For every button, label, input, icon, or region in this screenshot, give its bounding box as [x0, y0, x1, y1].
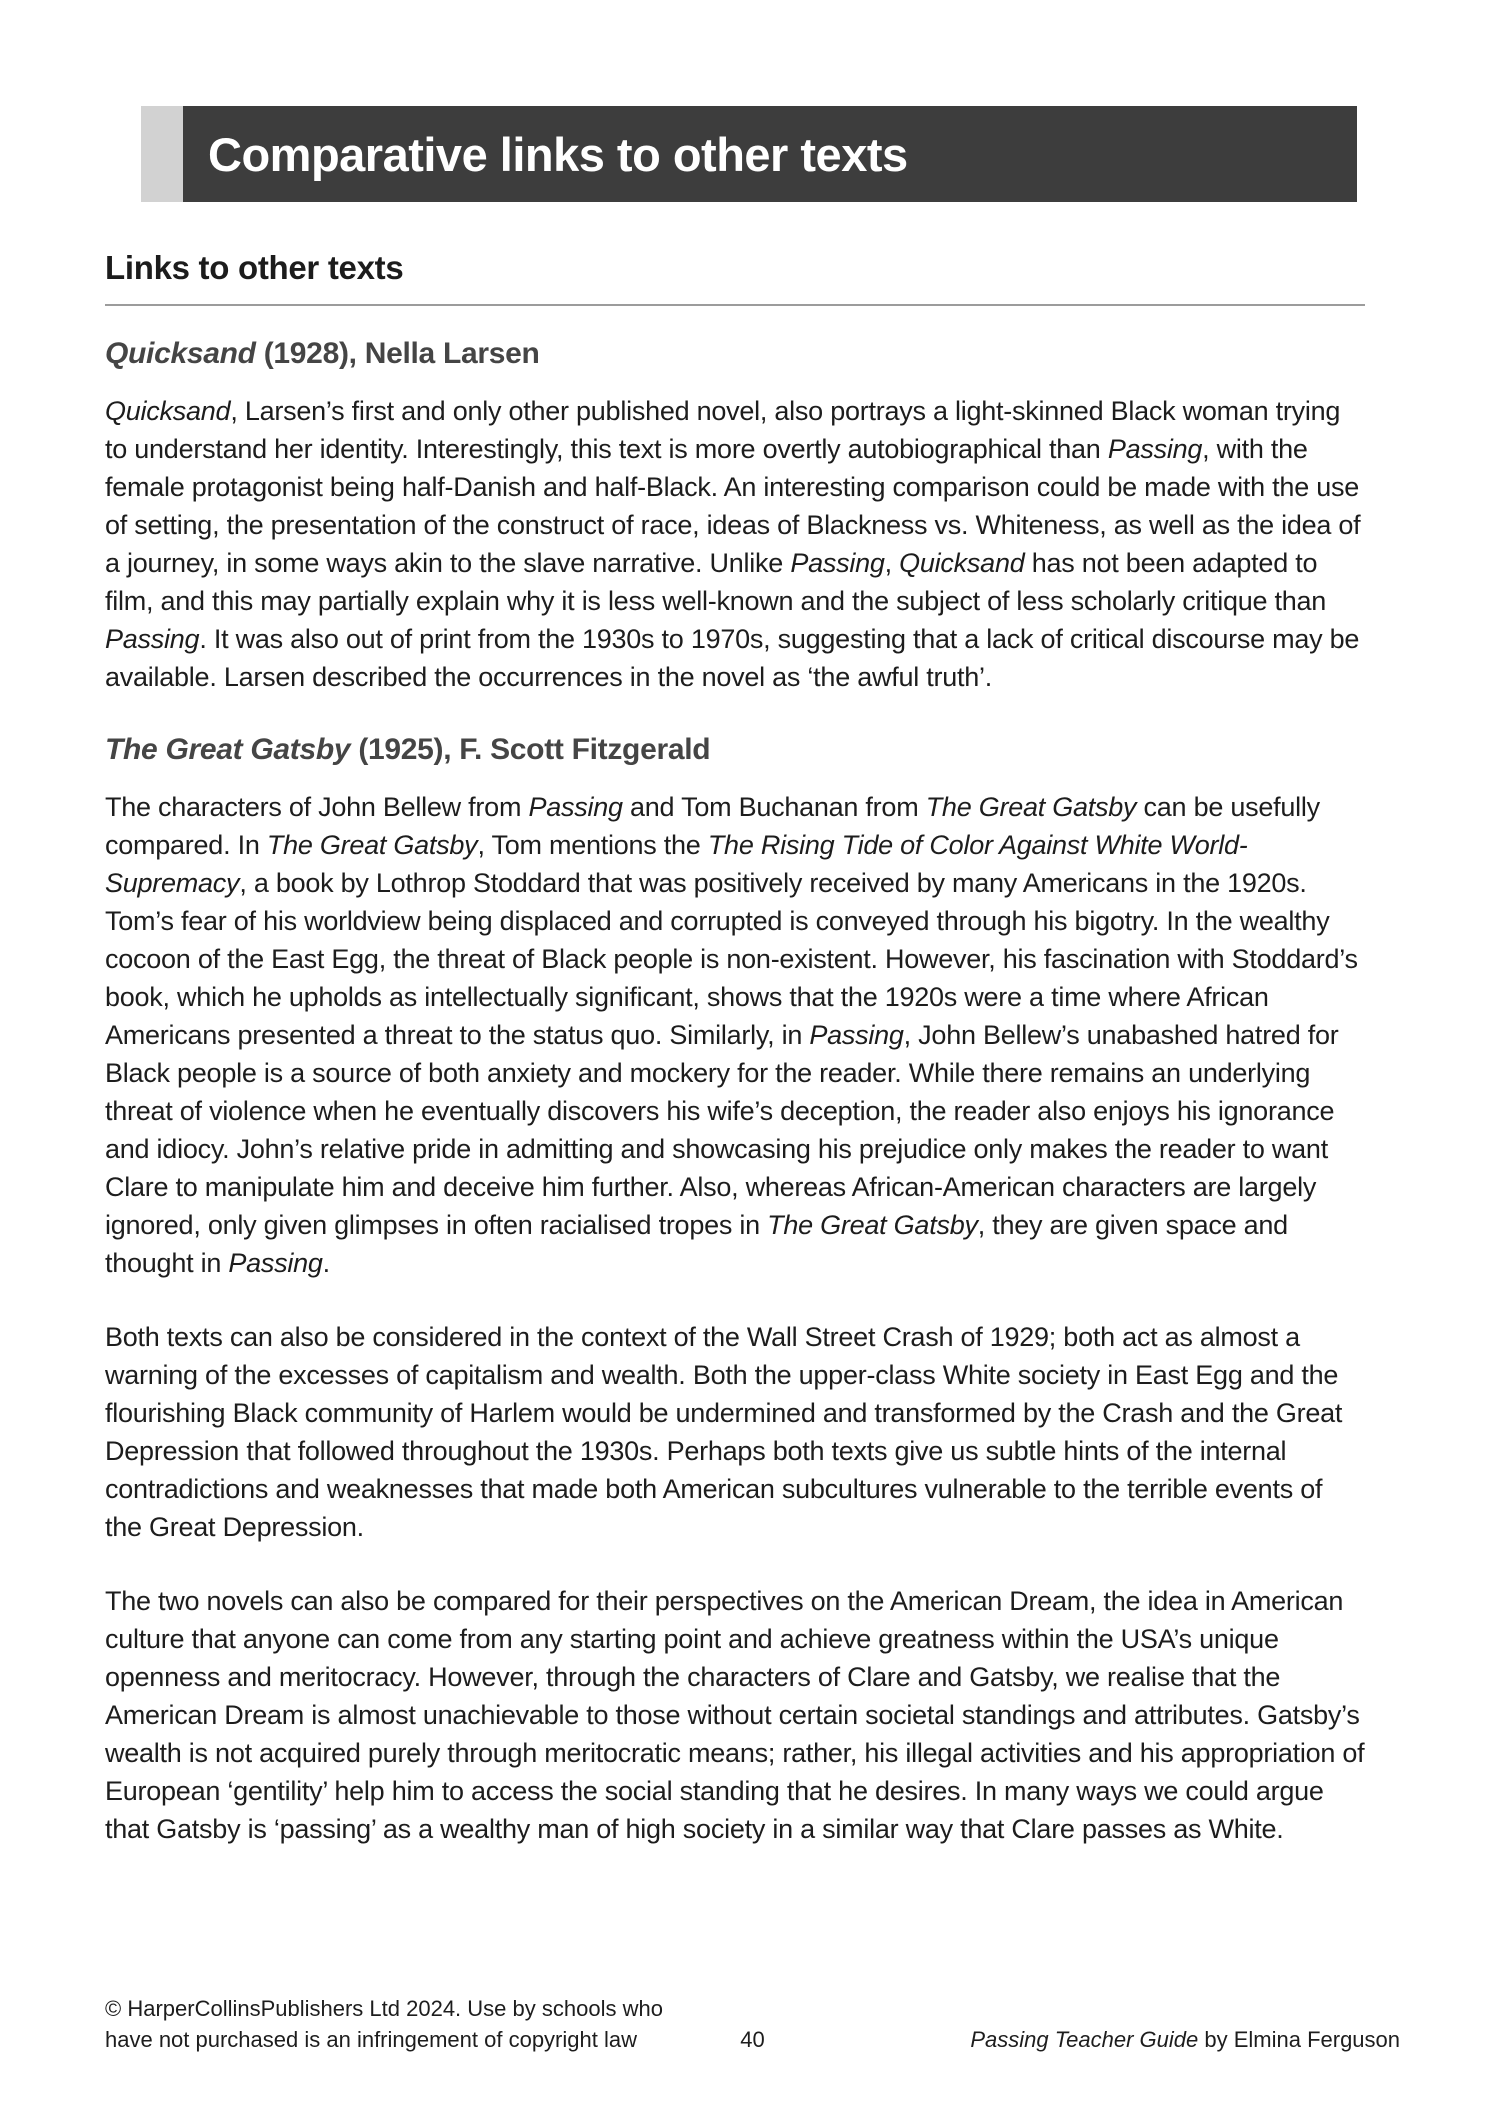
section-heading-quicksand: Quicksand (1928), Nella Larsen	[105, 337, 540, 370]
page-footer	[105, 1993, 1400, 2055]
copyright-line-1: © HarperCollinsPublishers Ltd 2024. Use by schools who	[105, 1996, 663, 2021]
book-credit: Passing Teacher Guide by Elmina Ferguson	[970, 2027, 1401, 2052]
gatsby-paragraph-1: The characters of John Bellew from Passing and Tom Buchanan from The Great Gatsby can be usefully compared. In The Great Gatsby, Tom mentions the The Rising Tide of Color Against White World-Supremacy, a book by Lothrop Stoddard that was positively received by many Americans in the 1920s. Tom’s fear of his worldview being displaced and corrupted is conveyed through his bigotry. In the wealthy cocoon of the East Egg, the threat of Black people is non-existent. However, his fascination with Stoddard’s book, which he upholds as intellectually significant, shows that the 1920s were a time where African Americans presented a threat to the status quo. Similarly, in Passing, John Bellew’s unabashed hatred for Black people is a source of both anxiety and mockery for the reader. While there remains an underlying threat of violence when he eventually discovers his wife’s deception, the reader also enjoys his ignorance and idiocy. John’s relative pride in admitting and showcasing his prejudice only makes the reader to want Clare to manipulate him and deceive him further. Also, whereas African-American characters are largely ignored, only given glimpses in often racialised tropes in The Great Gatsby, they are given space and thought in Passing.	[105, 792, 1358, 1278]
gatsby-paragraph-2: Both texts can also be considered in the context of the Wall Street Crash of 1929; both act as almost a warning of the excesses of capitalism and wealth. Both the upper-class White society in East Egg and the flourishing Black community of Harlem would be undermined and transformed by the Crash and the Great Depression that followed throughout the 1930s. Perhaps both texts give us subtle hints of the internal contradictions and weaknesses that made both American subcultures vulnerable to the terrible events of the Great Depression.	[105, 1322, 1343, 1542]
banner-bar	[183, 106, 1357, 202]
page-banner	[141, 106, 1357, 202]
banner-accent-tab	[141, 106, 183, 202]
page-content	[105, 248, 1365, 1884]
section-quicksand	[105, 336, 1365, 696]
quicksand-paragraph: Quicksand, Larsen’s first and only other published novel, also portrays a light-skinned Black woman trying to understand her identity. Interestingly, this text is more overtly autobiographical than Passing, with the female protagonist being half-Danish and half-Black. An interesting comparison could be made with the use of setting, the presentation of the construct of race, ideas of Blackness vs. Whiteness, as well as the idea of a journey, in some ways akin to the slave narrative. Unlike Passing, Quicksand has not been adapted to film, and this may partially explain why it is less well-known and the subject of less scholarly critique than Passing. It was also out of print from the 1930s to 1970s, suggesting that a lack of critical discourse may be available. Larsen described the occurrences in the novel as ‘the awful truth’.	[105, 396, 1361, 692]
page-title: Comparative links to other texts	[208, 127, 908, 181]
gatsby-paragraph-3: The two novels can also be compared for their perspectives on the American Dream, the idea in American culture that anyone can come from any starting point and achieve greatness within the USA’s unique openness and meritocracy. However, through the characters of Clare and Gatsby, we realise that the American Dream is almost unachievable to those without certain societal standings and attributes. Gatsby’s wealth is not acquired purely through meritocratic means; rather, his illegal activities and his appropriation of European ‘gentility’ help him to access the social standing that he desires. In many ways we could argue that Gatsby is ‘passing’ as a wealthy man of high society in a similar way that Clare passes as White.	[105, 1586, 1365, 1844]
page-number: 40	[740, 2027, 765, 2052]
section-great-gatsby	[105, 732, 1365, 1848]
section-heading-great-gatsby: The Great Gatsby (1925), F. Scott Fitzgerald	[105, 733, 711, 766]
copyright-line-2: have not purchased is an infringement of copyright law	[105, 2027, 637, 2052]
links-to-other-texts-heading: Links to other texts	[105, 248, 1365, 306]
copyright-notice	[105, 1993, 740, 2055]
